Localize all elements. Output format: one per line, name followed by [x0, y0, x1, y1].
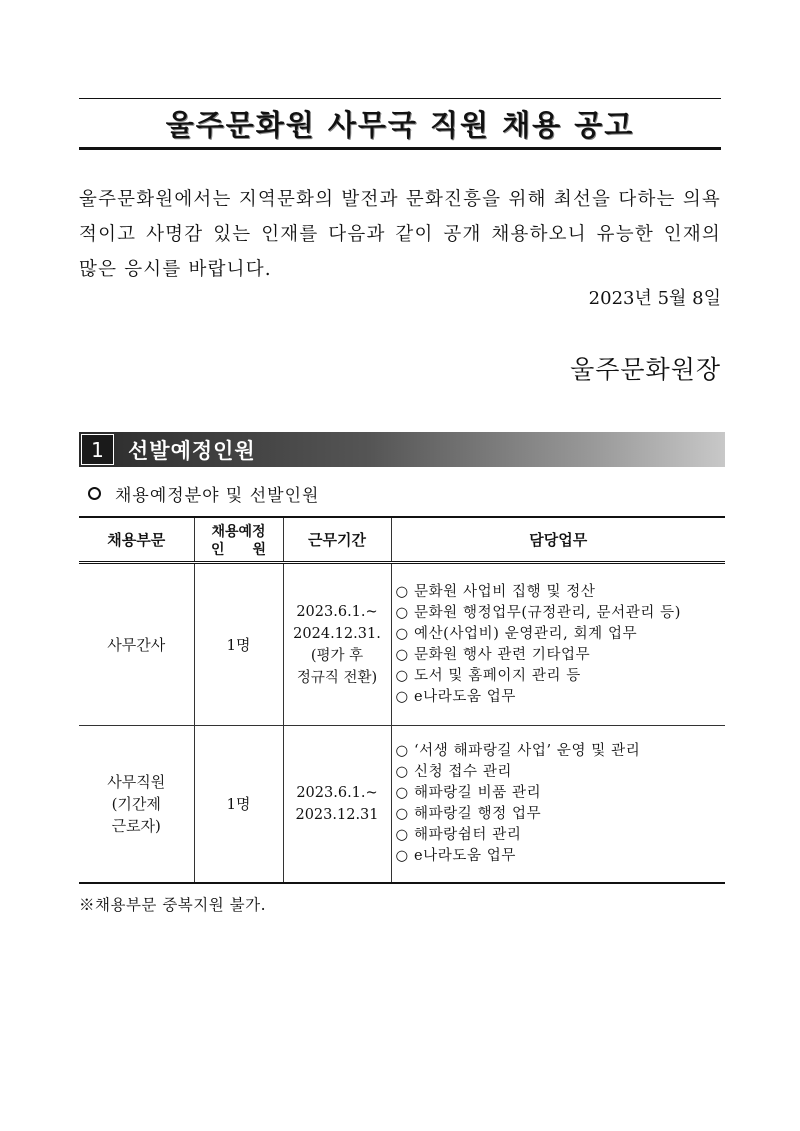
count-cell: 1명	[194, 563, 283, 726]
signer: 울주문화원장	[570, 355, 721, 384]
header-count	[194, 517, 283, 563]
duty-item: ○ 문화원 사업비 집행 및 정산	[396, 582, 726, 603]
header-count-bottom: 인 원	[210, 541, 267, 558]
recruitment-table	[79, 516, 725, 884]
duty-item: ○ ‘서생 해파랑길 사업’ 운영 및 관리	[396, 741, 726, 762]
count-cell: 1명	[194, 726, 283, 883]
announcement-date: 2023년 5월 8일	[588, 288, 721, 309]
subheading-text: 채용예정분야 및 선발인원	[115, 486, 320, 506]
section-title: 선발예정인원	[128, 438, 256, 463]
circle-bullet-icon	[88, 487, 101, 500]
period-line: 정규직 전환)	[296, 669, 378, 686]
period-cell	[283, 726, 391, 883]
duty-item: ○ 해파랑쉼터 관리	[396, 825, 726, 846]
period-line: 2023.6.1.~	[296, 784, 378, 801]
period-cell	[283, 563, 391, 726]
intro-paragraph: 울주문화원에서는 지역문화의 발전과 문화진흥을 위해 최선을 다하는 의욕적이고 사명감 있는 인재를 다음과 같이 공개 채용하오니 유능한 인재의 많은 응시를 바랍니다.	[79, 189, 721, 280]
section-number: 1	[81, 434, 114, 465]
period-line: (평가 후	[310, 647, 364, 664]
header-count-top: 채용예정	[211, 523, 266, 540]
table-row	[79, 563, 725, 726]
title-box	[79, 98, 721, 150]
duty-item: ○ 예산(사업비) 운영관리, 회계 업무	[396, 624, 726, 645]
note: ※채용부문 중복지원 불가.	[79, 896, 267, 914]
duty-item: ○ e나라도움 업무	[396, 846, 726, 867]
duty-item: ○ 문화원 행정업무(규정관리, 문서관리 등)	[396, 603, 726, 624]
duty-item: ○ e나라도움 업무	[396, 687, 726, 708]
table-row	[79, 726, 725, 883]
period-line: 2024.12.31.	[293, 625, 381, 642]
period-line: 2023.6.1.~	[296, 603, 378, 620]
duty-item: ○ 문화원 행사 관련 기타업무	[396, 645, 726, 666]
duty-item: ○ 신청 접수 관리	[396, 762, 726, 783]
duties-cell	[391, 563, 725, 726]
header-dept: 채용부문	[79, 517, 194, 563]
duties-cell	[391, 726, 725, 883]
header-duties: 담당업무	[391, 517, 725, 563]
dept-line: (기간제	[111, 794, 161, 813]
dept-cell: 사무간사	[79, 563, 194, 726]
subheading	[88, 481, 319, 506]
header-period: 근무기간	[283, 517, 391, 563]
period-line: 2023.12.31	[295, 806, 379, 823]
dept-line: 근로자)	[111, 816, 161, 835]
section-header	[79, 432, 725, 467]
duty-item: ○ 도서 및 홈페이지 관리 등	[396, 666, 726, 687]
table-header-row	[79, 517, 725, 563]
duty-item: ○ 해파랑길 행정 업무	[396, 804, 726, 825]
dept-line: 사무직원	[107, 772, 166, 791]
dept-cell	[79, 726, 194, 883]
duty-item: ○ 해파랑길 비품 관리	[396, 783, 726, 804]
page-title: 울주문화원 사무국 직원 채용 공고	[165, 107, 635, 142]
